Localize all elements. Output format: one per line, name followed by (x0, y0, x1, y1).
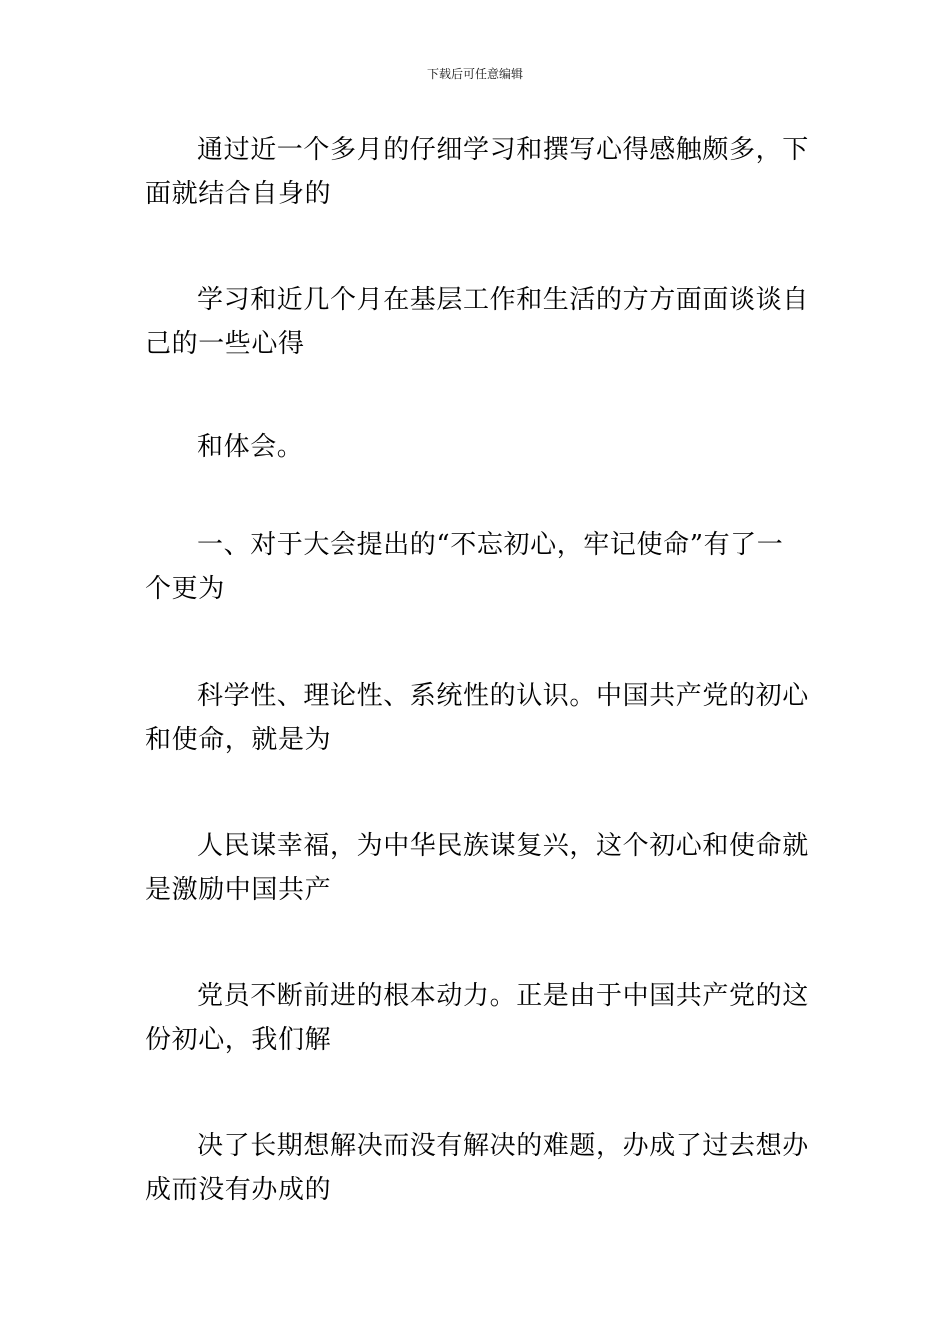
paragraph-line: 党员不断前进的根本动力。正是由于中国共产党的这 (197, 981, 809, 1011)
paragraph-line: 和使命，就是为 (145, 725, 332, 755)
paragraph-4 (145, 523, 815, 611)
paragraph-7 (145, 974, 815, 1062)
paragraph-line: 面就结合自身的 (145, 179, 332, 209)
paragraph-line: 是激励中国共产 (145, 875, 332, 905)
paragraph-line: 个更为 (145, 574, 225, 604)
paragraph-line: 和体会。 (197, 432, 304, 462)
paragraph-line: 决了长期想解决而没有解决的难题，办成了过去想办 (197, 1131, 809, 1161)
paragraph-6 (145, 824, 815, 912)
paragraph-1 (145, 128, 815, 216)
paragraph-3 (145, 425, 815, 469)
paragraph-line: 学习和近几个月在基层工作和生活的方方面面谈谈自 (197, 285, 809, 315)
paragraph-line: 通过近一个多月的仔细学习和撰写心得感触颇多，下 (197, 135, 809, 165)
paragraph-line: 份初心，我们解 (145, 1025, 332, 1055)
page-header: 下载后可任意编辑 (426, 67, 523, 81)
paragraph-line: 成而没有办成的 (145, 1175, 332, 1205)
paragraph-line: 人民谋幸福，为中华民族谋复兴，这个初心和使命就 (197, 831, 809, 861)
paragraph-line: 己的一些心得 (145, 329, 305, 359)
paragraph-5 (145, 674, 815, 762)
paragraph-line: 一、对于大会提出的“不忘初心，牢记使命”有了一 (197, 530, 784, 560)
paragraph-8 (145, 1124, 815, 1212)
paragraph-2 (145, 278, 815, 366)
paragraph-line: 科学性、理论性、系统性的认识。中国共产党的初心 (197, 681, 809, 711)
